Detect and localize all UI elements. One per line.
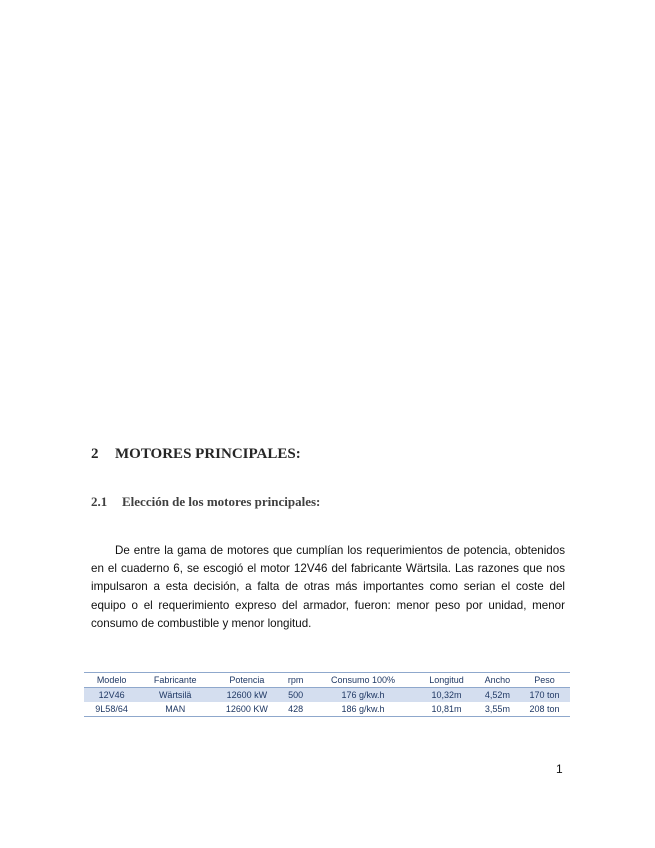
cell-ancho: 4,52m	[476, 688, 519, 703]
header-rpm: rpm	[282, 673, 308, 688]
cell-rpm: 428	[282, 702, 308, 717]
cell-rpm: 500	[282, 688, 308, 703]
header-peso: Peso	[519, 673, 570, 688]
cell-modelo: 9L58/64	[84, 702, 139, 717]
header-ancho: Ancho	[476, 673, 519, 688]
section-heading	[91, 446, 301, 463]
cell-consumo: 176 g/kw.h	[309, 688, 418, 703]
subsection-title: Elección de los motores principales:	[122, 494, 321, 509]
cell-ancho: 3,55m	[476, 702, 519, 717]
table-row	[84, 688, 570, 703]
cell-potencia: 12600 kW	[211, 688, 282, 703]
section-number: 2	[91, 446, 99, 462]
cell-consumo: 186 g/kw.h	[309, 702, 418, 717]
cell-peso: 208 ton	[519, 702, 570, 717]
cell-fabricante: Wärtsilä	[139, 688, 211, 703]
body-paragraph: De entre la gama de motores que cumplían los requerimientos de potencia, obtenidos en el cuaderno 6, se escogió el motor 12V46 del fabricante Wärtsila. Las razones que nos impulsaron a esta decisión, a falta de otras más importantes como serian el coste del equipo o el requerimiento expreso del armador, fueron: menor peso por unidad, menor consumo de combustible y menor longitud.	[91, 544, 565, 630]
table-row	[84, 702, 570, 717]
subsection-number: 2.1	[91, 494, 108, 509]
engine-comparison-table	[84, 672, 570, 717]
header-longitud: Longitud	[417, 673, 476, 688]
header-consumo: Consumo 100%	[309, 673, 418, 688]
cell-fabricante: MAN	[139, 702, 211, 717]
cell-potencia: 12600 KW	[211, 702, 282, 717]
header-modelo: Modelo	[84, 673, 139, 688]
cell-longitud: 10,81m	[417, 702, 476, 717]
subsection-heading	[91, 494, 320, 510]
header-potencia: Potencia	[211, 673, 282, 688]
cell-modelo: 12V46	[84, 688, 139, 703]
cell-longitud: 10,32m	[417, 688, 476, 703]
page-number: 1	[556, 762, 563, 776]
table-header-row	[84, 673, 570, 688]
header-fabricante: Fabricante	[139, 673, 211, 688]
section-title: MOTORES PRINCIPALES:	[115, 446, 301, 462]
cell-peso: 170 ton	[519, 688, 570, 703]
